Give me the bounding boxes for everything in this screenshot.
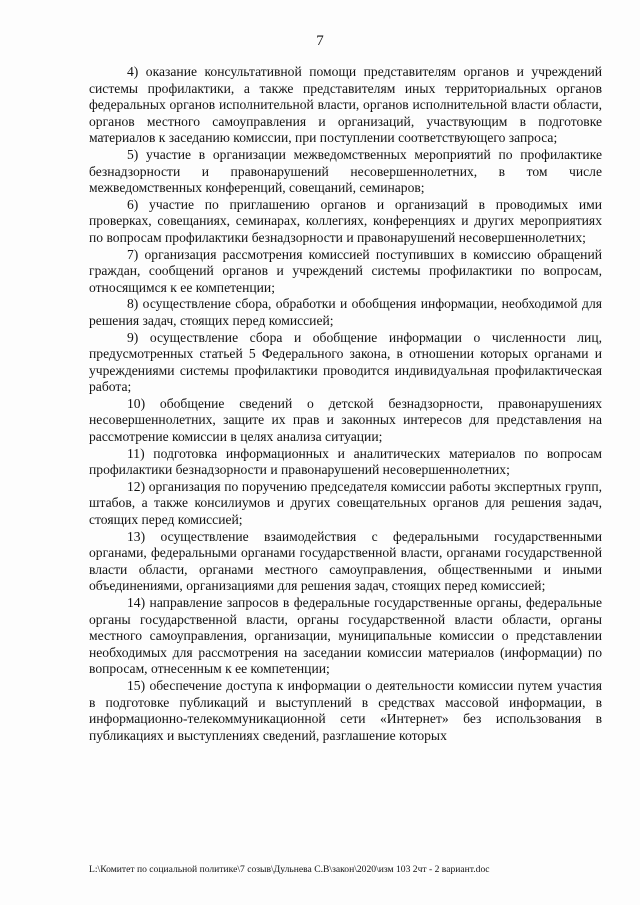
paragraph-item-14: 14) направление запросов в федеральные государственные органы, федеральные органы государственной власти, органы государственной власти области, органы местного самоуправления, организации, муниципальные комиссии о представлении необходимых для рассмотрения на заседании комиссии материалов (информации) по вопросам, отнесенным к ее компетенции; bbox=[89, 595, 602, 677]
paragraph-item-11: 11) подготовка информационных и аналитических материалов по вопросам профилактики безнадзорности и правонарушений несовершеннолетних; bbox=[89, 445, 602, 478]
paragraph-item-9: 9) осуществление сбора и обобщение информации о численности лиц, предусмотренных статьей 5 Федерального закона, в отношении которых органами и учреждениями системы профилактики проводится индивидуальная профилактическая работа; bbox=[89, 329, 602, 395]
paragraph-item-6: 6) участие по приглашению органов и организаций в проводимых ими проверках, совещаниях, семинарах, коллегиях, конференциях и других мероприятиях по вопросам профилактики безнадзорности и правонарушений несовершеннолетних; bbox=[89, 196, 602, 245]
paragraph-item-13: 13) осуществление взаимодействия с федеральными государственными органами, федеральными органами государственной власти, органами государственной власти области, органами местного самоуправления, общественными и иными объединениями, организациями для решения задач, стоящих перед комиссией; bbox=[89, 528, 602, 594]
paragraph-item-10: 10) обобщение сведений о детской безнадзорности, правонарушениях несовершеннолетних, защите их прав и законных интересов для представления на рассмотрение комиссии в целях анализа ситуации; bbox=[89, 395, 602, 445]
document-body bbox=[89, 64, 602, 744]
paragraph-item-4: 4) оказание консультативной помощи представителям органов и учреждений системы профилактики, а также представителям иных территориальных органов федеральных органов исполнительной власти, органов исполнительной власти области, органов местного самоуправления и организаций, участвующим в подготовке материалов к заседанию комиссии, при поступлении соответствующего запроса; bbox=[89, 64, 602, 146]
paragraph-item-12: 12) организация по поручению председателя комиссии работы экспертных групп, штабов, а также консилиумов и других совещательных органов для решения задач, стоящих перед комиссией; bbox=[89, 478, 602, 528]
page-number: 7 bbox=[316, 33, 324, 49]
paragraph-item-15: 15) обеспечение доступа к информации о деятельности комиссии путем участия в подготовке публикаций и выступлений в средствах массовой информации, в информационно-телекоммуникационной сети «Интернет» без использования в публикациях и выступлениях сведений, разглашение которых bbox=[89, 677, 602, 743]
paragraph-item-8: 8) осуществление сбора, обработки и обобщения информации, необходимой для решения задач, стоящих перед комиссией; bbox=[89, 296, 602, 328]
paragraph-item-5: 5) участие в организации межведомственных мероприятий по профилактике безнадзорности и правонарушений несовершеннолетних, в том числе межведомственных конференций, совещаний, семинаров; bbox=[89, 146, 602, 196]
paragraph-item-7: 7) организация рассмотрения комиссией поступивших в комиссию обращений граждан, сообщений органов и учреждений системы профилактики по вопросам, относящимся к ее компетенции; bbox=[89, 246, 602, 295]
footer-file-path: L:\Комитет по социальной политике\7 созыв\Дульнева С.В\закон\2020\изм 103 2чт - 2 вариант.doc bbox=[89, 864, 490, 875]
